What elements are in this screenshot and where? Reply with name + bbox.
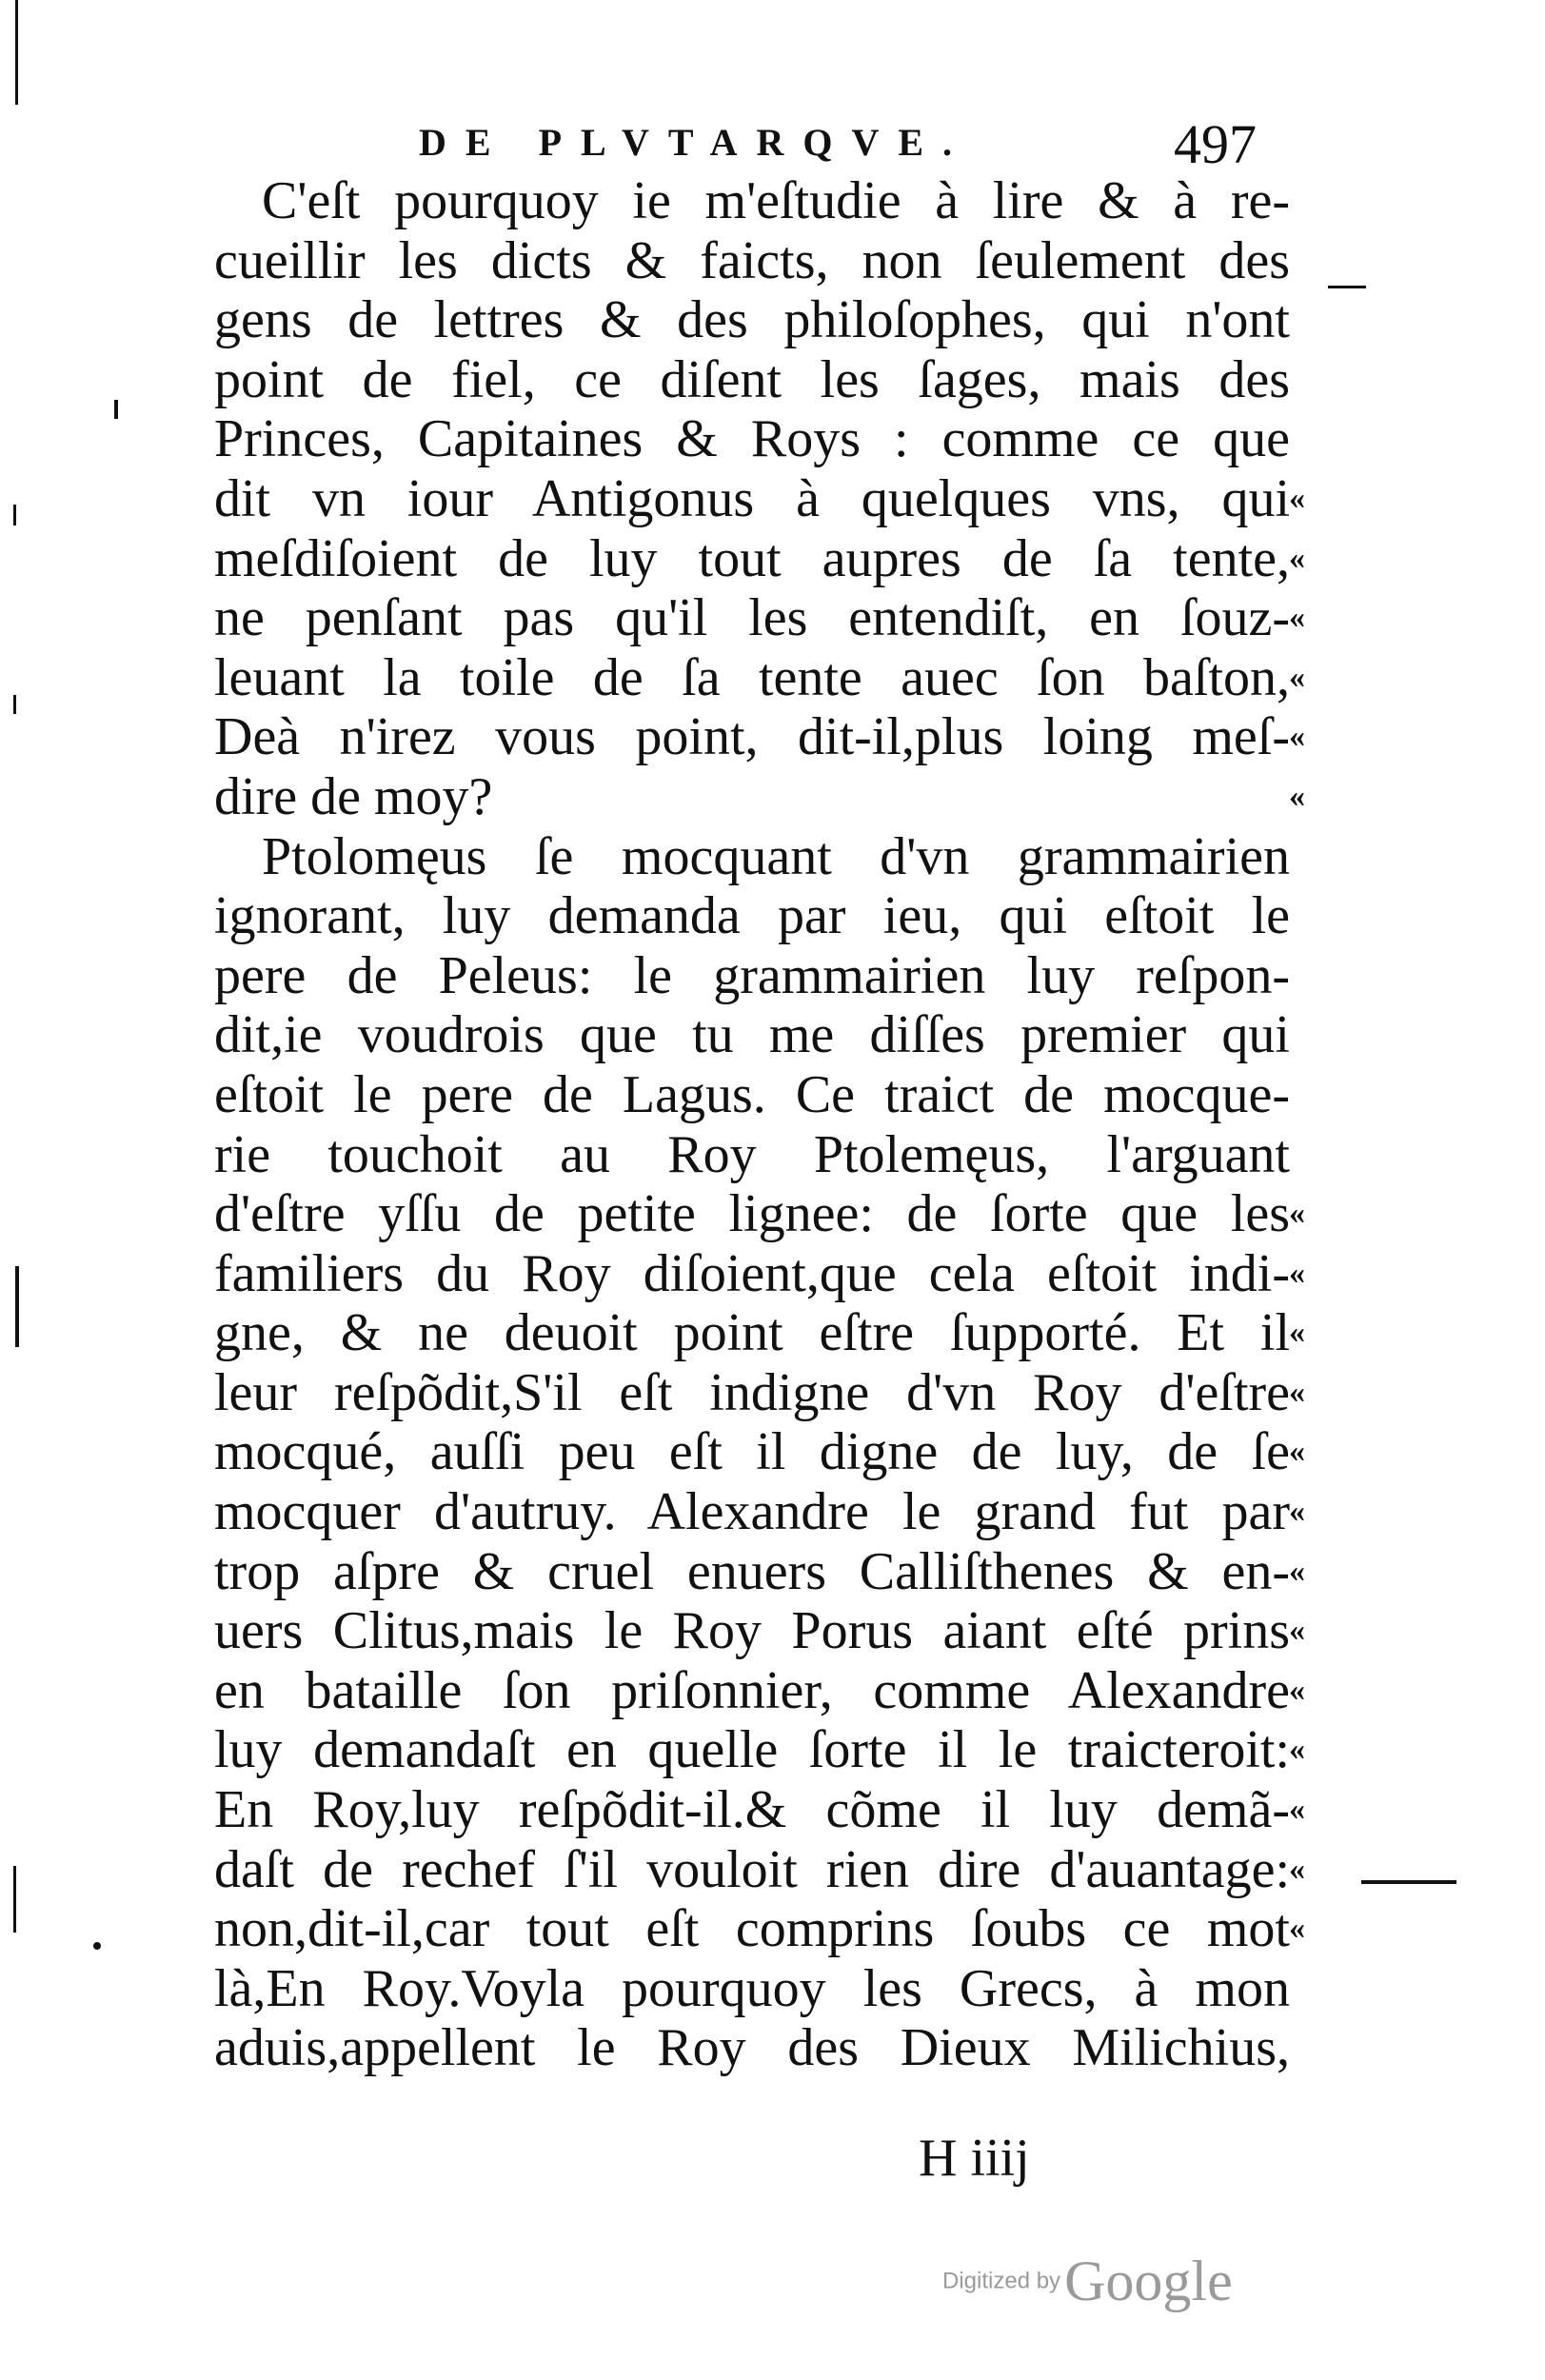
text-line-content: ne penſant pas qu'il les entendiſt, en ſouz- bbox=[214, 588, 1290, 648]
quotation-mark: « bbox=[1289, 1553, 1305, 1589]
text-line bbox=[214, 409, 1290, 469]
text-line-content: dit vn iour Antigonus à quelques vns, qui bbox=[214, 468, 1290, 528]
quotation-mark: « bbox=[1289, 1255, 1305, 1291]
page-header bbox=[419, 112, 1257, 179]
text-line-content: uers Clitus,mais le Roy Porus aiant eſté prins bbox=[214, 1601, 1290, 1661]
quotation-mark: « bbox=[1289, 600, 1305, 636]
text-line bbox=[214, 886, 1290, 946]
text-line-content: d'eſtre yſſu de petite lignee: de ſorte que les bbox=[214, 1184, 1290, 1244]
scan-edge-mark bbox=[15, 0, 18, 105]
text-line bbox=[214, 588, 1305, 648]
scan-edge-mark bbox=[13, 505, 16, 526]
quotation-mark: « bbox=[1289, 1494, 1305, 1530]
text-line-content: leuant la toile de ſa tente auec ſon baſton, bbox=[214, 647, 1290, 707]
text-line bbox=[214, 647, 1305, 708]
text-line-content: Ptolomęus ſe mocquant d'vn grammairien bbox=[262, 826, 1290, 886]
text-line bbox=[214, 1959, 1290, 2019]
text-line-content: cueillir les dicts & faicts, non ſeulement des bbox=[214, 230, 1290, 290]
text-line-content: familiers du Roy diſoient,que cela eſtoit indi- bbox=[214, 1243, 1290, 1303]
text-line-content: Princes, Capitaines & Roys : comme ce que bbox=[214, 409, 1290, 469]
text-line-content: leur reſpõdit,S'il eſt indigne d'vn Roy d'eſtre bbox=[214, 1362, 1290, 1422]
quotation-mark: « bbox=[1289, 1851, 1305, 1887]
text-line bbox=[214, 1601, 1305, 1661]
quotation-mark: « bbox=[1289, 1732, 1305, 1768]
text-line-content: aduis,appellent le Roy des Dieux Milichius, bbox=[214, 2018, 1290, 2078]
page-number: 497 bbox=[1174, 113, 1257, 175]
text-line bbox=[214, 1541, 1305, 1602]
text-line bbox=[214, 1899, 1305, 1959]
quotation-mark: « bbox=[1289, 1315, 1305, 1351]
text-line-content: là,En Roy.Voyla pourquoy les Grecs, à mon bbox=[214, 1958, 1290, 2018]
text-line bbox=[214, 1780, 1305, 1840]
text-line-content: C'eſt pourquoy ie m'eſtudie à lire & à re- bbox=[262, 171, 1290, 230]
margin-dash-mark bbox=[1328, 286, 1366, 288]
quotation-mark: « bbox=[1289, 1792, 1305, 1828]
google-logo: Google bbox=[1064, 2250, 1233, 2312]
text-line-content: gne, & ne deuoit point eſtre ſupporté. Et il bbox=[214, 1303, 1290, 1363]
margin-dash-mark bbox=[1361, 1880, 1456, 1884]
quotation-mark: « bbox=[1289, 778, 1305, 814]
text-line bbox=[214, 1125, 1290, 1185]
text-line-content: trop aſpre & cruel enuers Calliſthenes & en- bbox=[214, 1541, 1290, 1601]
text-line bbox=[214, 707, 1305, 767]
text-line bbox=[214, 827, 1290, 887]
text-line bbox=[214, 1422, 1305, 1482]
text-line-content: ignorant, luy demanda par ieu, qui eſtoit le bbox=[214, 886, 1290, 946]
quotation-mark: « bbox=[1289, 1374, 1305, 1410]
scan-edge-mark bbox=[13, 1866, 16, 1933]
text-line bbox=[214, 1720, 1305, 1780]
text-line-content: daſt de rechef ſ'il vouloit rien dire d'auantage: bbox=[214, 1839, 1290, 1899]
text-line-content: rie touchoit au Roy Ptolemęus, l'arguant bbox=[214, 1124, 1290, 1184]
text-line bbox=[214, 1482, 1305, 1542]
quotation-mark: « bbox=[1289, 540, 1305, 576]
text-line bbox=[214, 1184, 1305, 1244]
text-line-content: mocqué, auſſi peu eſt il digne de luy, de ſe bbox=[214, 1422, 1290, 1482]
quotation-mark: « bbox=[1289, 659, 1305, 695]
text-line-content: En Roy,luy reſpõdit-il.& cõme il luy demã- bbox=[214, 1780, 1290, 1840]
digitization-watermark bbox=[942, 2249, 1233, 2314]
scan-edge-mark bbox=[15, 1266, 19, 1347]
quotation-mark: « bbox=[1289, 1672, 1305, 1708]
text-line-content: mocquer d'autruy. Alexandre le grand fut par bbox=[214, 1482, 1290, 1542]
quotation-mark: « bbox=[1289, 719, 1305, 755]
text-line bbox=[214, 290, 1290, 350]
body-text bbox=[214, 171, 1305, 2078]
quotation-mark: « bbox=[1289, 1434, 1305, 1470]
text-line-content: point de fiel, ce diſent les ſages, mais des bbox=[214, 349, 1290, 409]
text-line bbox=[214, 468, 1305, 529]
quotation-mark: « bbox=[1289, 1911, 1305, 1947]
text-line-content: en bataille ſon priſonnier, comme Alexandre bbox=[214, 1660, 1290, 1720]
text-line-content: luy demandaſt en quelle ſorte il le traicteroit: bbox=[214, 1720, 1290, 1780]
text-line bbox=[214, 946, 1290, 1006]
text-line bbox=[214, 171, 1290, 231]
text-line bbox=[214, 1660, 1305, 1721]
text-line bbox=[214, 1065, 1290, 1125]
scan-edge-mark bbox=[114, 400, 118, 419]
text-line bbox=[214, 1303, 1305, 1363]
quotation-mark: « bbox=[1289, 1613, 1305, 1649]
text-line bbox=[214, 1243, 1305, 1304]
scan-edge-mark bbox=[93, 1942, 101, 1950]
text-line bbox=[214, 528, 1305, 589]
quotation-mark: « bbox=[1289, 1196, 1305, 1232]
text-line bbox=[214, 231, 1290, 291]
text-line-content: dire de moy? bbox=[214, 766, 493, 826]
text-line bbox=[214, 1362, 1305, 1423]
watermark-prefix: Digitized by bbox=[942, 2268, 1061, 2294]
scan-edge-mark bbox=[13, 695, 16, 714]
text-line bbox=[214, 350, 1290, 410]
quotation-mark: « bbox=[1289, 480, 1305, 516]
text-line bbox=[214, 1839, 1305, 1900]
text-line-content: Deà n'irez vous point, dit-il,plus loing meſ- bbox=[214, 707, 1290, 767]
running-title: DE PLVTARQVE. bbox=[419, 121, 972, 164]
text-line-content: gens de lettres & des philoſophes, qui n'ont bbox=[214, 290, 1290, 350]
text-line-content: meſdiſoient de luy tout aupres de ſa tente, bbox=[214, 528, 1290, 588]
text-line-content: pere de Peleus: le grammairien luy reſpon- bbox=[214, 945, 1290, 1005]
signature-mark: H iiij bbox=[919, 2129, 1030, 2188]
text-line bbox=[214, 1005, 1290, 1065]
text-line-content: eſtoit le pere de Lagus. Ce traict de mocque- bbox=[214, 1064, 1290, 1124]
text-line-content: dit,ie voudrois que tu me diſſes premier qui bbox=[214, 1005, 1290, 1065]
text-line-content: non,dit-il,car tout eſt comprins ſoubs ce mot bbox=[214, 1899, 1290, 1959]
text-line bbox=[214, 2018, 1290, 2078]
text-line bbox=[214, 766, 1305, 827]
